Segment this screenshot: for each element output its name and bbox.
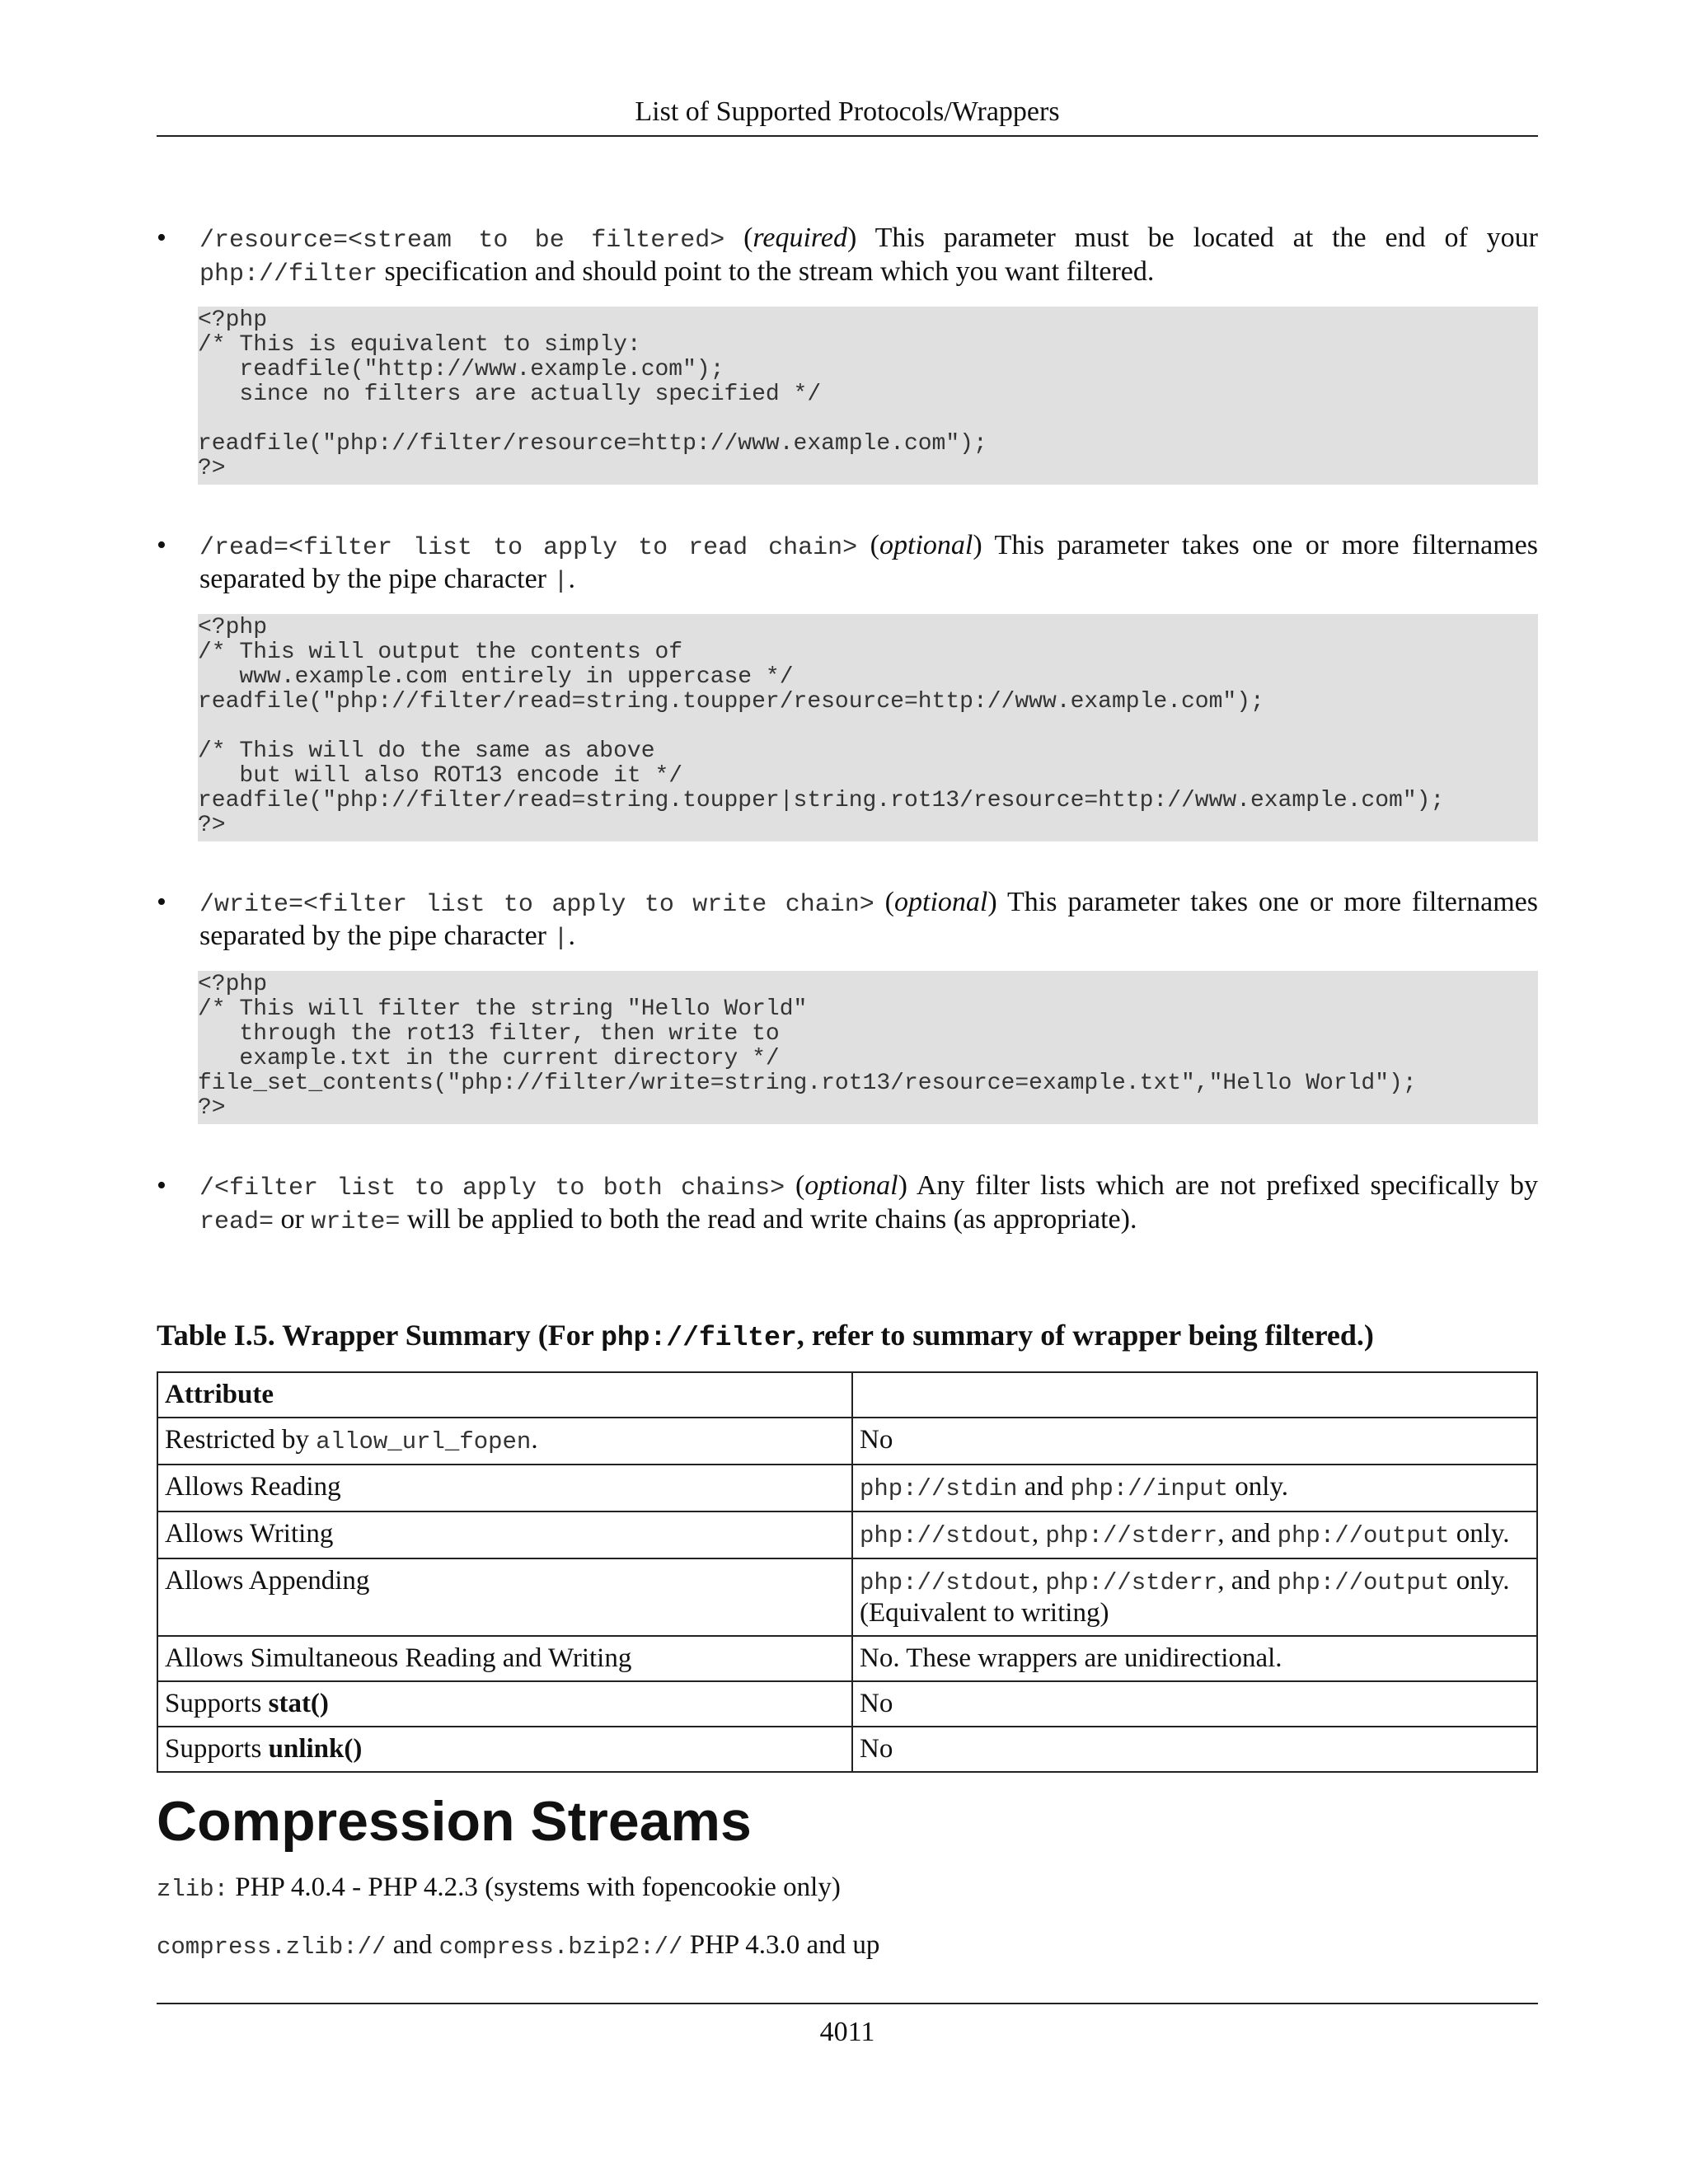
table-cell: php://stdout, php://stderr, and php://output only. (Equivalent to writing) bbox=[852, 1558, 1537, 1636]
param-code: /write=<filter list to apply to write chain> bbox=[199, 891, 874, 919]
table-cell: Supports stat() bbox=[157, 1681, 852, 1727]
param-code: /read=<filter list to apply to read chain> bbox=[199, 534, 858, 562]
table-cell: php://stdout, php://stderr, and php://output only. bbox=[852, 1511, 1537, 1558]
section-title: Compression Streams bbox=[157, 1790, 752, 1853]
inline-code: php://filter bbox=[199, 260, 378, 288]
table-row bbox=[157, 1558, 1537, 1636]
table-cell: No. These wrappers are unidirectional. bbox=[852, 1636, 1537, 1681]
list-item-text: /resource=<stream to be filtered> (required) This parameter must be located at the end of your php://filter specification and should point to the stream which you want filtered. bbox=[199, 223, 1538, 288]
table-cell: No bbox=[852, 1727, 1537, 1772]
qualifier: optional bbox=[894, 887, 988, 917]
list-item-write bbox=[157, 887, 1538, 954]
inline-code: | bbox=[553, 925, 569, 953]
inline-code: compress.zlib:// bbox=[157, 1933, 387, 1961]
table-cell: No bbox=[852, 1418, 1537, 1465]
table-row bbox=[157, 1727, 1537, 1772]
list-item-text: /read=<filter list to apply to read chain> (optional) This parameter takes one or more filternames separated by the pipe character |. bbox=[199, 530, 1539, 596]
table-header-row bbox=[157, 1372, 1537, 1418]
inline-code: write= bbox=[311, 1208, 401, 1236]
bullet-marker: • bbox=[157, 530, 166, 560]
table-cell: Allows Reading bbox=[157, 1465, 852, 1511]
page-number: 4011 bbox=[819, 2017, 875, 2047]
table-header-cell: Attribute bbox=[157, 1372, 852, 1418]
table-cell: Allows Writing bbox=[157, 1511, 852, 1558]
bullet-marker: • bbox=[157, 887, 166, 917]
code-example: <?php /* This will output the contents of www.example.com entirely in uppercase */ readfile("php://filter/read=string.toupper/resource=http://www.example.com"); /* This will do the same as above but will also ROT13 encode it */ readfile("php://filter/read=string.toupper|string.rot13/resource=http://www.example.com"); ?> bbox=[198, 614, 1538, 841]
table-cell: php://stdin and php://input only. bbox=[852, 1465, 1537, 1511]
param-code: /<filter list to apply to both chains> bbox=[199, 1174, 785, 1202]
qualifier: optional bbox=[879, 530, 973, 560]
param-code: /resource=<stream to be filtered> bbox=[199, 227, 725, 255]
list-item-text: /write=<filter list to apply to write chain> (optional) This parameter takes one or more filternames separated by the pipe character |. bbox=[199, 887, 1538, 953]
header-rule bbox=[157, 135, 1538, 137]
table-row bbox=[157, 1636, 1537, 1681]
table-cell: Restricted by allow_url_fopen. bbox=[157, 1418, 852, 1465]
inline-code: zlib: bbox=[157, 1876, 229, 1903]
paragraph-zlib: zlib: PHP 4.0.4 - PHP 4.2.3 (systems with fopencookie only) bbox=[157, 1872, 841, 1903]
caption-code: php://filter bbox=[601, 1323, 797, 1353]
table-header-cell bbox=[852, 1372, 1537, 1418]
code-example: <?php /* This will filter the string "Hello World" through the rot13 filter, then write to example.txt in the current directory */ file_set_contents("php://filter/write=string.rot13/resource=example.txt","Hello World"); ?> bbox=[198, 971, 1538, 1124]
table-row bbox=[157, 1465, 1537, 1511]
inline-code: compress.bzip2:// bbox=[438, 1933, 683, 1961]
list-item-both-chains bbox=[157, 1170, 1538, 1238]
table-cell: No bbox=[852, 1681, 1537, 1727]
table-cell: Allows Appending bbox=[157, 1558, 852, 1636]
running-header: List of Supported Protocols/Wrappers bbox=[635, 96, 1060, 127]
footer-rule bbox=[157, 2003, 1538, 2004]
qualifier: optional bbox=[804, 1170, 898, 1201]
table-cell: Allows Simultaneous Reading and Writing bbox=[157, 1636, 852, 1681]
list-item-resource bbox=[157, 223, 1538, 290]
inline-code: | bbox=[553, 568, 569, 596]
bullet-marker: • bbox=[157, 1170, 166, 1201]
wrapper-summary-table bbox=[157, 1371, 1538, 1773]
table-caption: Table I.5. Wrapper Summary (For php://filter, refer to summary of wrapper being filtered.) bbox=[157, 1319, 1374, 1353]
table-row bbox=[157, 1511, 1537, 1558]
inline-code: read= bbox=[199, 1208, 274, 1236]
table-row bbox=[157, 1418, 1537, 1465]
paragraph-compress: compress.zlib:// and compress.bzip2:// PHP 4.3.0 and up bbox=[157, 1930, 880, 1961]
qualifier: required bbox=[753, 223, 847, 253]
list-item-text: /<filter list to apply to both chains> (optional) Any filter lists which are not prefixed specifically by read= or write= will be applied to both the read and write chains (as appropriate). bbox=[199, 1170, 1538, 1236]
table-cell: Supports unlink() bbox=[157, 1727, 852, 1772]
table-row bbox=[157, 1681, 1537, 1727]
bullet-marker: • bbox=[157, 223, 166, 253]
list-item-read bbox=[157, 530, 1538, 598]
code-example: <?php /* This is equivalent to simply: readfile("http://www.example.com"); since no filters are actually specified */ readfile("php://filter/resource=http://www.example.com"); ?> bbox=[198, 307, 1538, 485]
